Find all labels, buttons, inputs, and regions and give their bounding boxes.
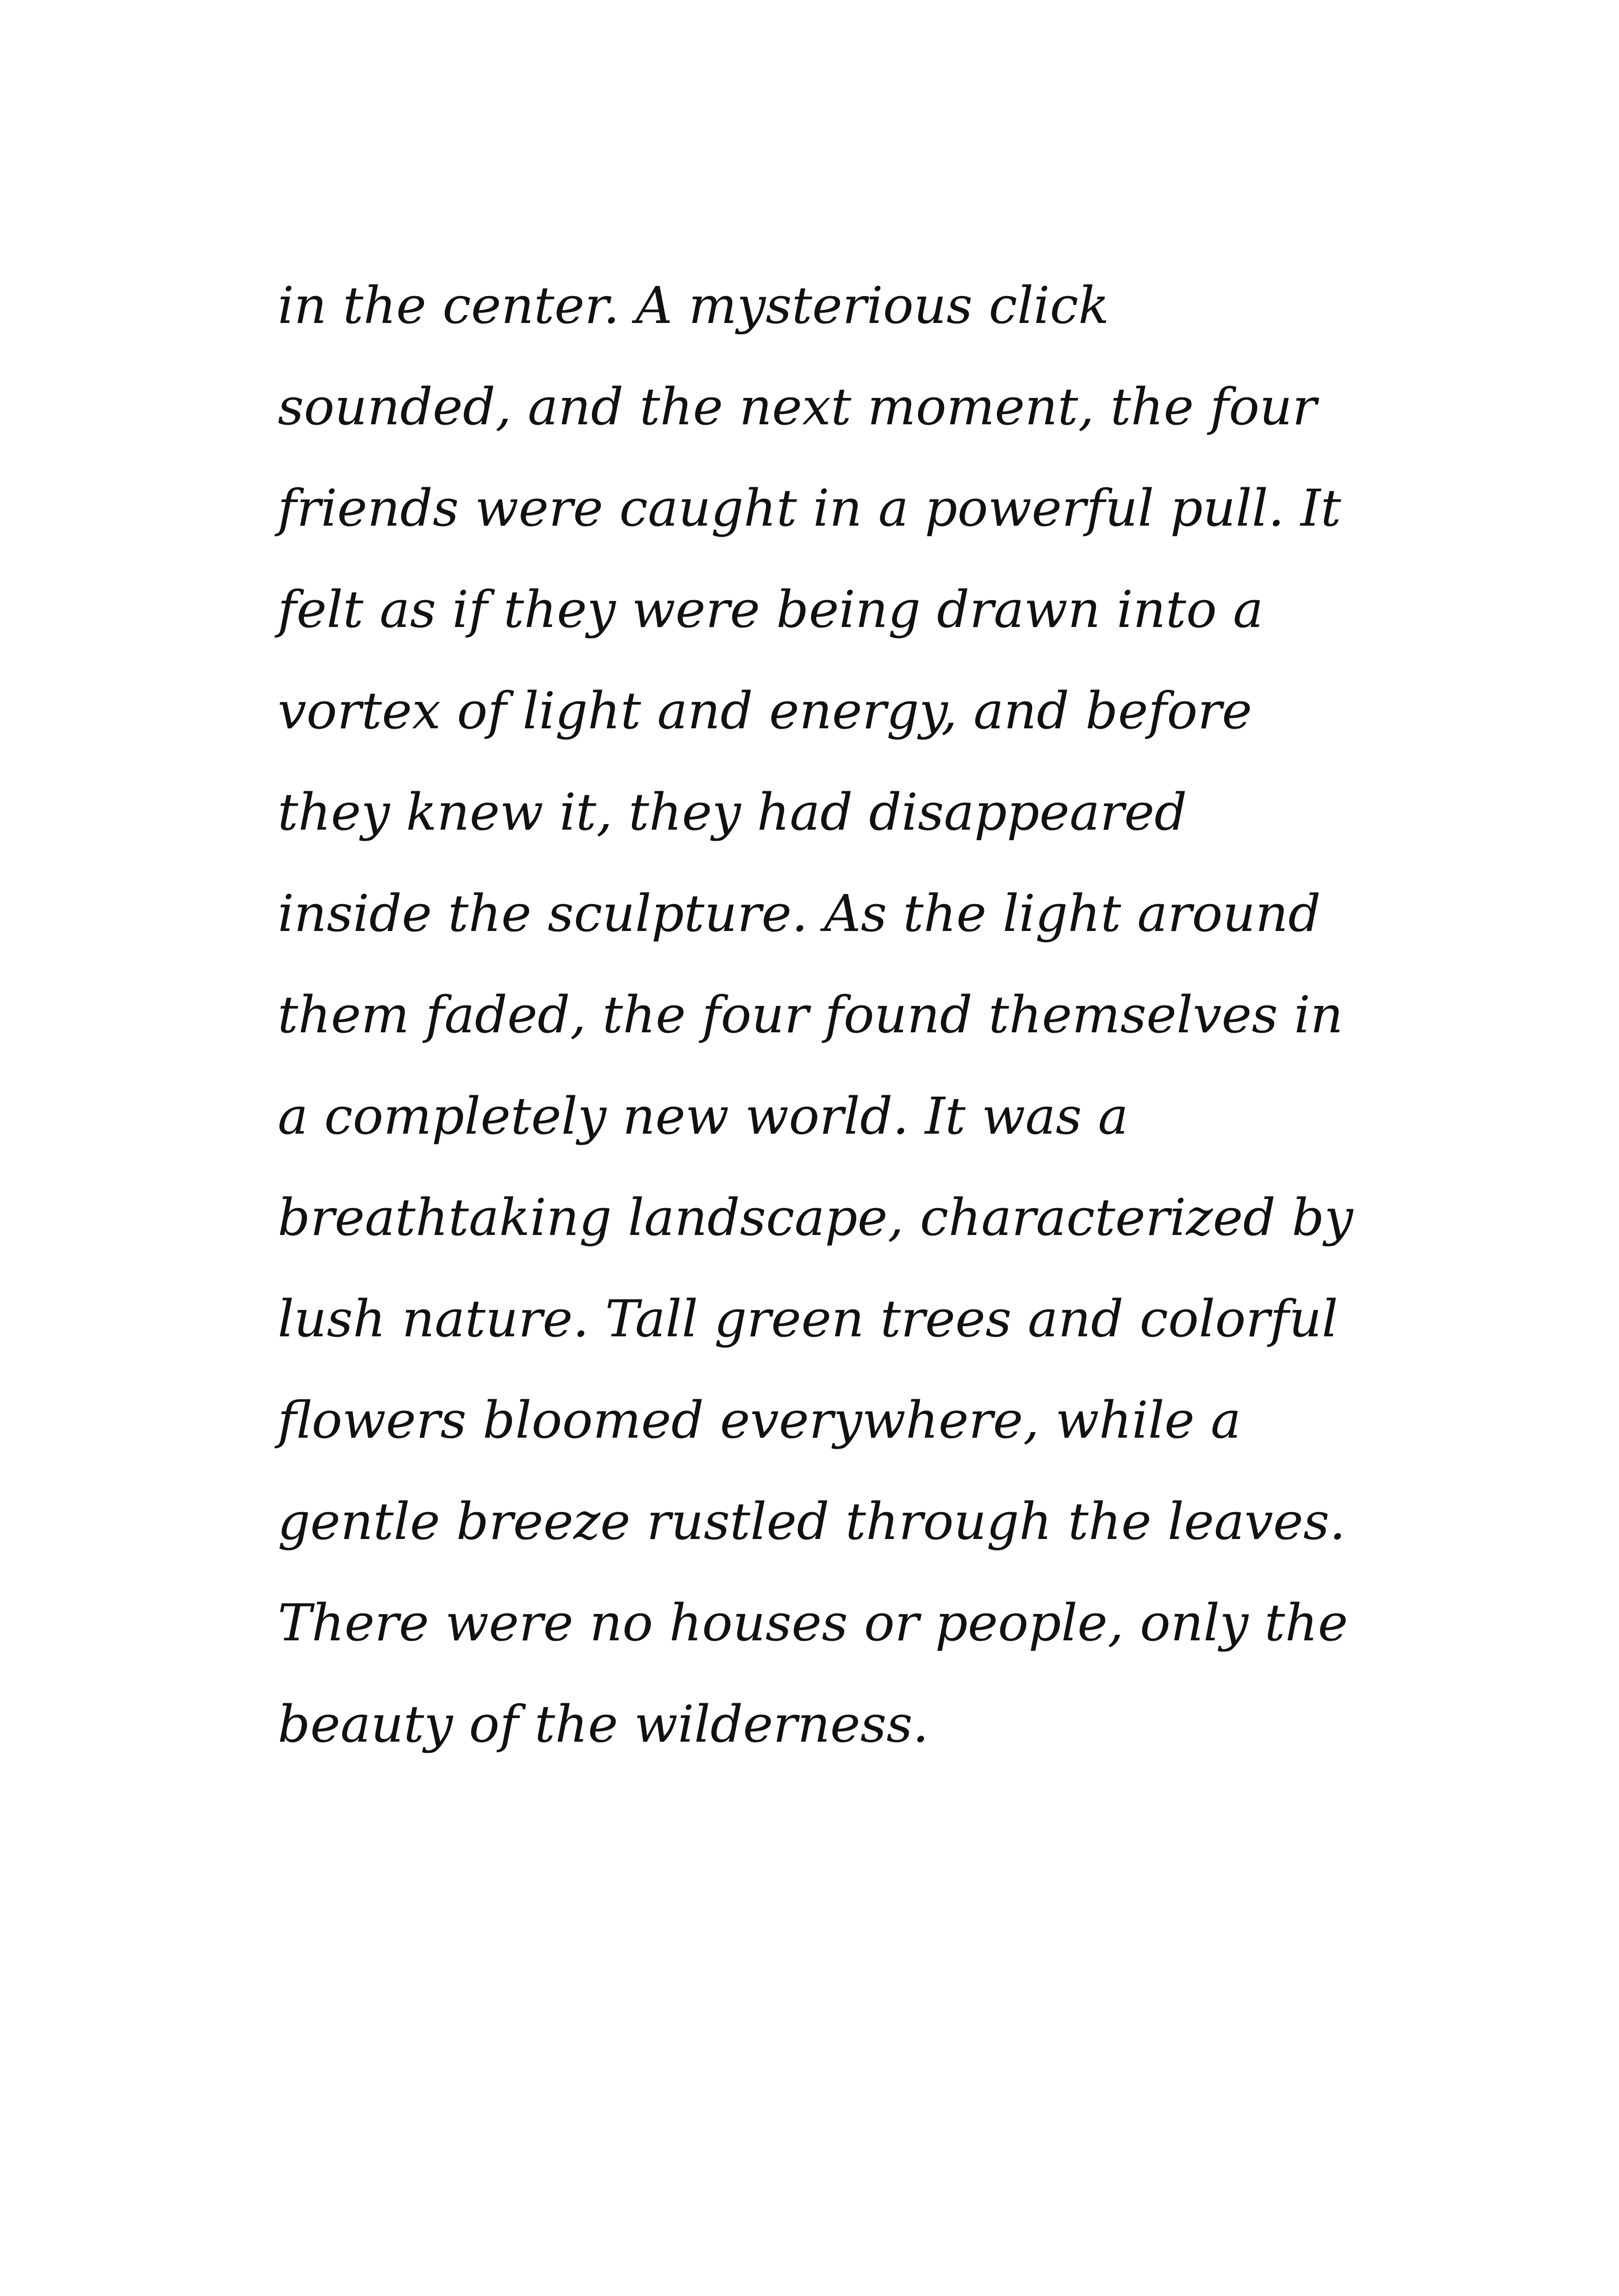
text-line: There were no houses or people, only the: [278, 1593, 1348, 1652]
text-line: felt as if they were being drawn into a: [278, 580, 1264, 639]
text-line: gentle breeze rustled through the leaves.: [278, 1492, 1346, 1551]
text-line: beauty of the wilderness.: [278, 1694, 929, 1754]
text-line: sounded, and the next moment, the four: [278, 377, 1317, 436]
text-line: lush nature. Tall green trees and colorful: [278, 1289, 1338, 1348]
text-line: a completely new world. It was a: [278, 1086, 1128, 1146]
text-line: them faded, the four found themselves in: [278, 985, 1343, 1044]
text-line: they knew it, they had disappeared: [278, 782, 1187, 842]
text-line: flowers bloomed everywhere, while a: [278, 1390, 1241, 1450]
text-line: vortex of light and energy, and before: [278, 681, 1252, 740]
text-line: in the center. A mysterious click: [278, 276, 1109, 335]
text-line: breathtaking landscape, characterized by: [278, 1188, 1353, 1247]
text-line: inside the sculpture. As the light around: [278, 884, 1321, 943]
text-line: friends were caught in a powerful pull. It: [278, 478, 1341, 538]
